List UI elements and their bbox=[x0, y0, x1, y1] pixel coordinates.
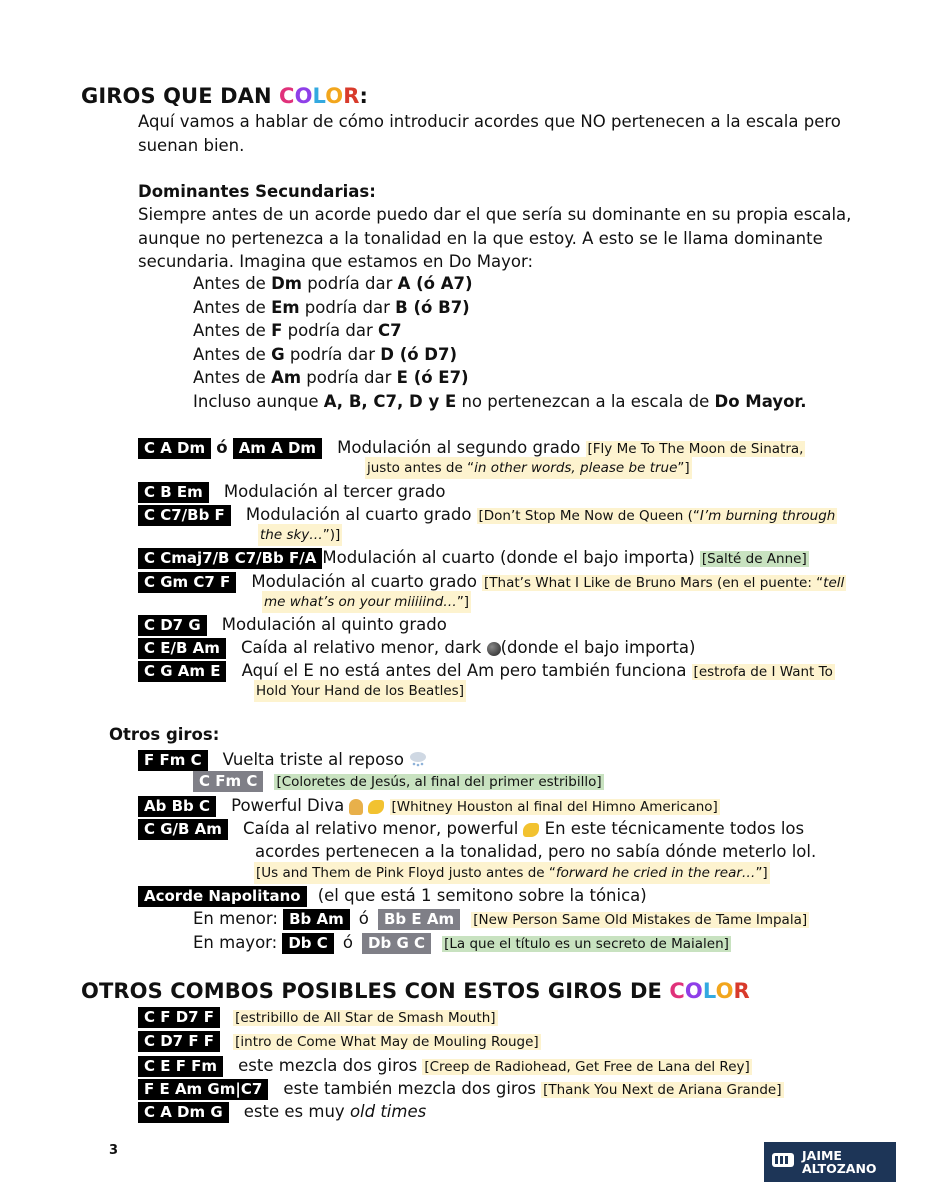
intro-paragraph: Aquí vamos a hablar de cómo introducir acordes que NO pertenecen a la escala pero suenan bien. bbox=[138, 112, 841, 155]
mayor-row: En mayor: Db C ó Db G C [La que el título es un secreto de Maialen] bbox=[193, 933, 729, 952]
otros-row: Ab Bb C Powerful Diva [Whitney Houston al final del Himno Americano] bbox=[138, 794, 720, 818]
progression-row: C D7 G Modulación al quinto grado bbox=[138, 613, 447, 637]
song-reference: [Creep de Radiohead, Get Free de Lana del Rey] bbox=[424, 1059, 750, 1075]
chord-chip: Db C bbox=[282, 933, 333, 954]
progression-row: C B Em Modulación al tercer grado bbox=[138, 480, 445, 504]
chord-chip: Bb Am bbox=[283, 909, 350, 930]
chord-chip: Am A Dm bbox=[233, 438, 322, 459]
progression-row: C G Am E Aquí el E no está antes del Am pero también funciona [estrofa de I Want To bbox=[138, 659, 835, 683]
chord-chip: C A Dm G bbox=[138, 1102, 229, 1123]
chord-chip: C B Em bbox=[138, 482, 209, 503]
chord-chip: C C7/Bb F bbox=[138, 505, 231, 526]
song-reference: [Coloretes de Jesús, al final del primer estribillo] bbox=[276, 774, 602, 790]
progression-row: C A Dm ó Am A Dm Modulación al segundo grado [Fly Me To The Moon de Sinatra, bbox=[138, 436, 805, 460]
dominante-incluso: Incluso aunque A, B, C7, D y E no pertenezcan a la escala de Do Mayor. bbox=[193, 391, 807, 411]
otros-row: C G/B Am Caída al relativo menor, powerful En este técnicamente todos los bbox=[138, 817, 804, 841]
song-reference: [intro de Come What May de Mouling Rouge] bbox=[235, 1034, 539, 1050]
progression-row: C Gm C7 F Modulación al cuarto grado [That’s What I Like de Bruno Mars (en el puente: “tell bbox=[138, 570, 846, 594]
chord-chip: C Gm C7 F bbox=[138, 572, 236, 593]
section-title-combos: OTROS COMBOS POSIBLES CON ESTOS GIROS DE COLOR bbox=[81, 979, 750, 1003]
chord-chip: C F D7 F bbox=[138, 1007, 220, 1028]
menor-row: En menor: Bb Am ó Bb E Am [New Person Same Old Mistakes de Tame Impala] bbox=[193, 909, 808, 928]
logo-icon bbox=[770, 1147, 796, 1177]
chord-chip: C Fm C bbox=[193, 771, 263, 792]
progression-row: C Cmaj7/B C7/Bb F/A Modulación al cuarto (donde el bajo importa) [Salté de Anne] bbox=[138, 546, 809, 570]
otros-row: F Fm C Vuelta triste al reposo bbox=[138, 748, 427, 772]
dominantes-paragraph: Siempre antes de un acorde puedo dar el que sería su dominante en su propia escala, aunque no pertenezca a la tonalidad en la que estoy. A esto se le llama dominante secundaria. Imagina que estamos en Do Mayor: bbox=[138, 205, 852, 271]
chord-chip: Bb E Am bbox=[378, 909, 460, 930]
song-reference: [Whitney Houston al final del Himno Americano] bbox=[391, 799, 718, 815]
chord-chip: C A Dm bbox=[138, 438, 211, 459]
chord-chip: C E F Fm bbox=[138, 1056, 223, 1077]
chord-chip: F Fm C bbox=[138, 750, 208, 771]
dominante-row: Antes de F podría dar C7 bbox=[193, 321, 402, 340]
song-reference: Hold Your Hand de los Beatles] bbox=[254, 680, 466, 702]
dominantes-heading: Dominantes Secundarias: bbox=[138, 182, 376, 201]
otros-row bbox=[193, 771, 604, 793]
song-reference: [estribillo de All Star de Smash Mouth] bbox=[235, 1010, 496, 1026]
woman-icon bbox=[349, 799, 363, 815]
combo-row bbox=[138, 1007, 498, 1029]
dominante-row: Antes de Dm podría dar A (ó A7) bbox=[193, 274, 473, 293]
song-reference: me what’s on your miiiiind…”] bbox=[262, 591, 471, 613]
napolitano-row: Acorde Napolitano (el que está 1 semitono sobre la tónica) bbox=[138, 884, 647, 908]
song-reference: [New Person Same Old Mistakes de Tame Impala] bbox=[473, 912, 808, 928]
song-reference: [estrofa de I Want To bbox=[693, 664, 833, 680]
dominante-row: Antes de Em podría dar B (ó B7) bbox=[193, 297, 470, 317]
chord-chip: C G/B Am bbox=[138, 819, 228, 840]
flexed-biceps-icon bbox=[523, 823, 539, 837]
dominantes-list bbox=[193, 272, 806, 413]
flexed-biceps-icon bbox=[368, 800, 384, 814]
chord-chip: C Cmaj7/B C7/Bb F/A bbox=[138, 548, 322, 569]
dominante-row: Antes de G podría dar D (ó D7) bbox=[193, 344, 458, 364]
chord-chip: C D7 F F bbox=[138, 1031, 220, 1052]
song-reference: [That’s What I Like de Bruno Mars (en el puente: “tell bbox=[484, 575, 845, 591]
song-reference: [La que el título es un secreto de Maialen] bbox=[444, 936, 729, 952]
song-reference: [Don’t Stop Me Now de Queen (“I’m burning through bbox=[478, 508, 836, 524]
snow-cloud-icon bbox=[409, 751, 427, 771]
chord-chip: C E/B Am bbox=[138, 638, 226, 659]
chord-chip: C D7 G bbox=[138, 615, 207, 636]
page-number: 3 bbox=[109, 1143, 119, 1158]
chord-chip: C G Am E bbox=[138, 661, 226, 682]
chord-chip: Db G C bbox=[362, 933, 431, 954]
chord-chip: Acorde Napolitano bbox=[138, 886, 307, 907]
chord-chip: Ab Bb C bbox=[138, 796, 216, 817]
brand-logo: JAIME ALTOZANO bbox=[764, 1142, 896, 1182]
dominante-row: Antes de Am podría dar E (ó E7) bbox=[193, 368, 469, 387]
progression-row: C C7/Bb F Modulación al cuarto grado [Don’t Stop Me Now de Queen (“I’m burning through bbox=[138, 503, 837, 527]
song-reference: justo antes de “in other words, please be true”] bbox=[365, 457, 692, 479]
combo-row: C A Dm G este es muy old times bbox=[138, 1100, 426, 1124]
section-title-giros: GIROS QUE DAN COLOR: bbox=[81, 84, 368, 108]
progression-row: C E/B Am Caída al relativo menor, dark (donde el bajo importa) bbox=[138, 636, 695, 660]
combo-row bbox=[138, 1031, 541, 1053]
song-reference: [Fly Me To The Moon de Sinatra, bbox=[587, 441, 804, 457]
song-reference: the sky…”)] bbox=[258, 524, 342, 546]
song-reference: [Thank You Next de Ariana Grande] bbox=[543, 1082, 782, 1098]
combo-row: C E F Fm este mezcla dos giros [Creep de Radiohead, Get Free de Lana del Rey] bbox=[138, 1054, 752, 1078]
otros-heading: Otros giros: bbox=[109, 725, 220, 744]
chord-chip: F E Am Gm|C7 bbox=[138, 1079, 268, 1100]
dark-circle-icon bbox=[487, 642, 501, 656]
combo-row: F E Am Gm|C7 este también mezcla dos giros [Thank You Next de Ariana Grande] bbox=[138, 1077, 784, 1101]
song-reference: [Salté de Anne] bbox=[701, 551, 807, 567]
song-reference: [Us and Them de Pink Floyd justo antes de “forward he cried in the rear…”] bbox=[254, 862, 770, 884]
